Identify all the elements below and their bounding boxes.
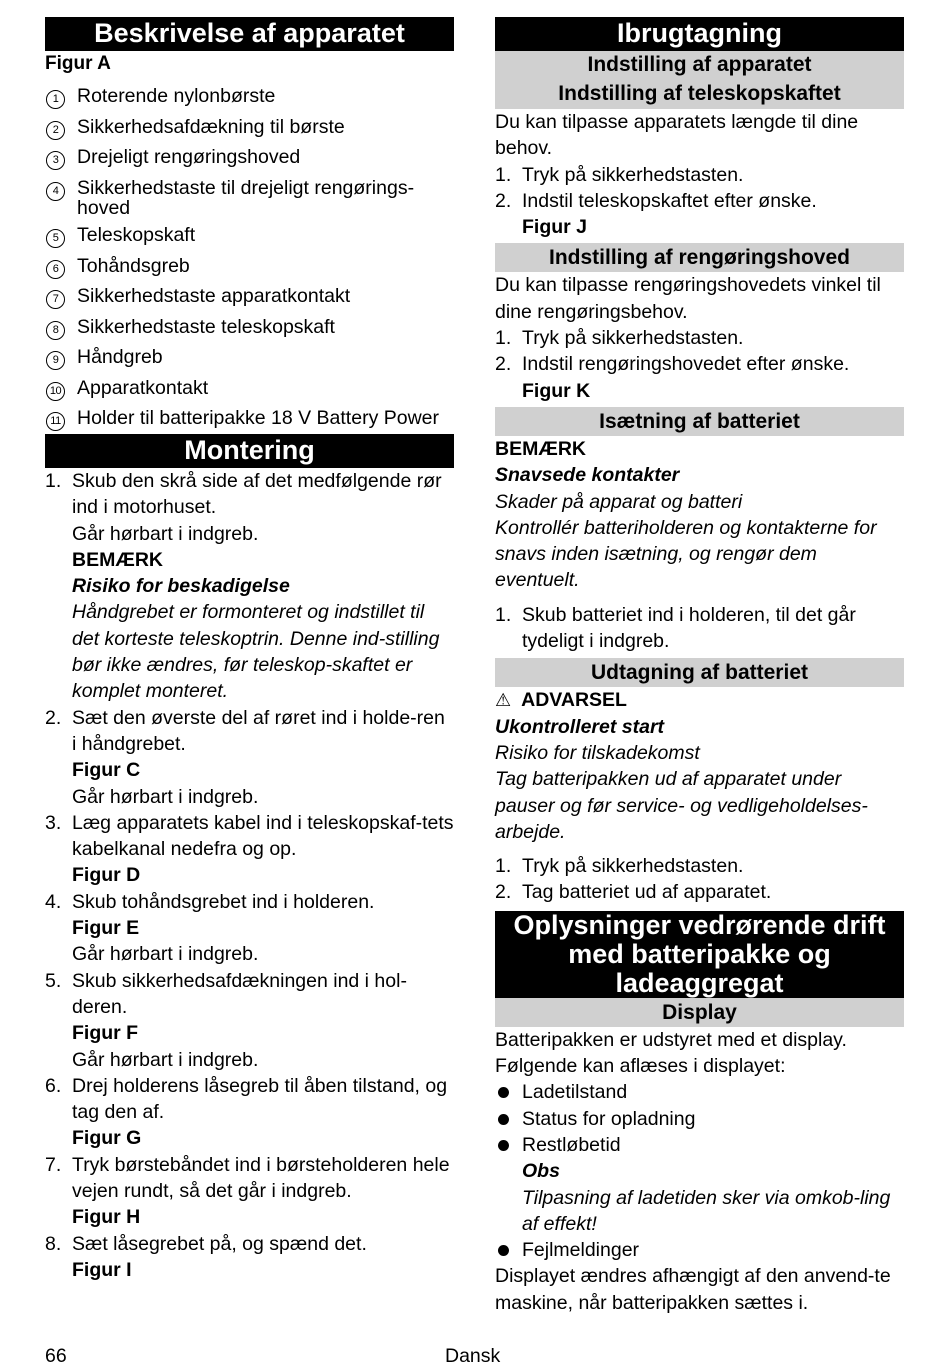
figure-label: Figur G [72,1127,142,1150]
subheading-display: Display [495,998,904,1027]
list-item: 8 Sikkerhedstaste teleskopskaft [45,317,454,340]
note-title: Snavsede kontakter [495,464,680,487]
list-item: 4 Sikkerhedstaste til drejeligt rengørings-hoved [45,178,454,218]
step-8: 8. Sæt låsegrebet på, og spænd det. Figur I [45,1232,367,1281]
telescope-intro: Du kan tilpasse apparatets længde til dine behov. [495,111,859,160]
part-number: 1 [46,90,65,109]
list-item: Fejlmeldinger [495,1237,904,1263]
parts-list [45,86,454,431]
list-item: 9 Håndgreb [45,347,454,370]
note-label: BEMÆRK [72,548,163,571]
subheading-device-setting: Indstilling af apparatet [495,51,904,79]
list-item: 6 Tohåndsgreb [45,256,454,279]
subheading-remove-battery: Udtagning af batteriet [495,658,904,687]
step-1: 1. Skub den skrå side af det medfølgende rør ind i motorhuset. Går hørbart i indgreb. BEMÆRK Risiko for beskadigelse Håndgrebet er formonteret og indstillet til det korteste teleskoptrin. Denne ind-stilling bør ikke ændres, før teleskop-skaftet er komplet monteret. [45,470,442,703]
list-item: 1 Roterende nylonbørste [45,86,454,109]
warning-label: ⚠ ADVARSEL [495,687,904,713]
part-number: 9 [46,351,65,370]
note-text: Håndgrebet er formonteret og indstillet til det korteste teleskoptrin. Denne ind-stilling bør ikke ændres, før teleskop-skaftet er komplet monteret. [72,601,440,703]
insert-steps [495,602,904,655]
bullet-icon [495,1237,522,1263]
figure-label: Figur J [522,216,588,239]
step-1: 1. Tryk på sikkerhedstasten. [495,327,744,350]
heading-battery-info: Oplysninger vedrørende drift med batteripakke og ladeaggregat [495,911,904,998]
figure-label: Figur F [72,1022,139,1045]
part-number: 11 [46,412,65,431]
display-intro: Batteripakken er udstyret med et display. Følgende kan aflæses i displayet: [495,1028,847,1078]
subheading-cleaning-head: Indstilling af rengøringshoved [495,243,904,272]
list-item: 5 Teleskopskaft [45,225,454,248]
step-5: 5. Skub sikkerhedsafdækningen ind i hol-deren. Figur F Går hørbart i indgreb. [45,969,407,1071]
part-number: 4 [46,182,65,201]
subheading-insert-battery: Isætning af batteriet [495,407,904,436]
list-item: 3 Drejeligt rengøringshoved [45,147,454,170]
note-label: BEMÆRK [495,437,586,460]
left-column [45,17,454,1283]
step-1: 1. Tryk på sikkerhedstasten. [495,855,744,878]
telescope-steps [495,162,904,241]
heading-assembly: Montering [45,434,454,468]
bullet-icon [495,1079,522,1105]
list-item: Restløbetid Obs Tilpasning af ladetiden sker via omkob-ling af effekt! [495,1132,904,1237]
display-outro: Displayet ændres afhængigt af den anvend-te maskine, når batteripakken sættes i. [495,1265,891,1314]
part-number: 6 [46,260,65,279]
part-number: 10 [46,382,65,401]
assembly-steps [45,468,454,1283]
language-label: Dansk [445,1345,501,1367]
list-item: 7 Sikkerhedstaste apparatkontakt [45,286,454,309]
step-2: 2. Tag batteriet ud af apparatet. [495,881,772,904]
note-line: Skader på apparat og batteri [495,490,743,513]
part-number: 3 [46,151,65,170]
step-3: 3. Læg apparatets kabel ind i teleskopskaf-tets kabelkanal nedefra og op. Figur D [45,811,454,887]
bullet-icon [495,1132,522,1237]
heading-commissioning: Ibrugtagning [495,17,904,51]
warning-line: Risiko for tilskadekomst [495,741,700,764]
figure-a-label: Figur A [45,53,111,74]
warning-icon: ⚠ [495,690,512,711]
part-number: 5 [46,229,65,248]
cleaning-head-intro: Du kan tilpasse rengøringshovedets vinkel til dine rengøringsbehov. [495,274,881,323]
bullet-icon [495,1106,522,1132]
obs-text: Tilpasning af ladetiden sker via omkob-ling af effekt! [522,1186,891,1235]
warning-text: Tag batteripakken ud af apparatet under pauser og før service- og vedligeholdelses-arbejde. [495,768,868,843]
list-item: Ladetilstand [495,1079,904,1105]
obs-title: Obs [522,1160,560,1183]
part-number: 2 [46,121,65,140]
figure-label: Figur K [522,379,591,402]
page-number: 66 [45,1345,67,1367]
figure-label: Figur C [72,759,141,782]
figure-label: Figur H [72,1206,141,1229]
right-column [495,17,904,1316]
figure-label: Figur E [72,917,140,940]
display-bullets [495,1079,904,1263]
step-2: 2. Sæt den øverste del af røret ind i holde-ren i håndgrebet. Figur C Går hørbart i indgreb. [45,706,445,808]
figure-label: Figur D [72,864,141,887]
warning-title: Ukontrolleret start [495,715,665,738]
step-1: 1. Skub batteriet ind i holderen, til det går tydeligt i indgreb. [495,603,856,653]
cleaning-head-steps [495,325,904,404]
list-item: Status for opladning [495,1106,904,1132]
step-6: 6. Drej holderens låsegreb til åben tilstand, og tag den af. Figur G [45,1074,448,1150]
note-title: Risiko for beskadigelse [72,575,290,598]
part-number: 7 [46,290,65,309]
step-2: 2. Indstil teleskopskaftet efter ønske. Figur J [495,189,817,239]
step-1: 1. Tryk på sikkerhedstasten. [495,163,744,186]
figure-label: Figur I [72,1258,132,1281]
heading-device-description: Beskrivelse af apparatet [45,17,454,51]
step-7: 7. Tryk børstebåndet ind i børsteholderen hele vejen rundt, så det går i indgreb. Figur H [45,1153,450,1229]
part-number: 8 [46,321,65,340]
step-2: 2. Indstil rengøringshovedet efter ønske. Figur K [495,353,850,402]
subheading-telescope-setting: Indstilling af teleskopskaftet [495,79,904,109]
step-4: 4. Skub tohåndsgrebet ind i holderen. Figur E Går hørbart i indgreb. [45,890,375,966]
note-text: Kontrollér batteriholderen og kontakterne for snavs inden isætning, og rengør dem eventuelt. [495,516,877,592]
list-item: 11 Holder til batteripakke 18 V Battery Power [45,408,454,431]
list-item: 10 Apparatkontakt [45,378,454,401]
list-item: 2 Sikkerhedsafdækning til børste [45,117,454,140]
remove-steps [495,853,904,906]
